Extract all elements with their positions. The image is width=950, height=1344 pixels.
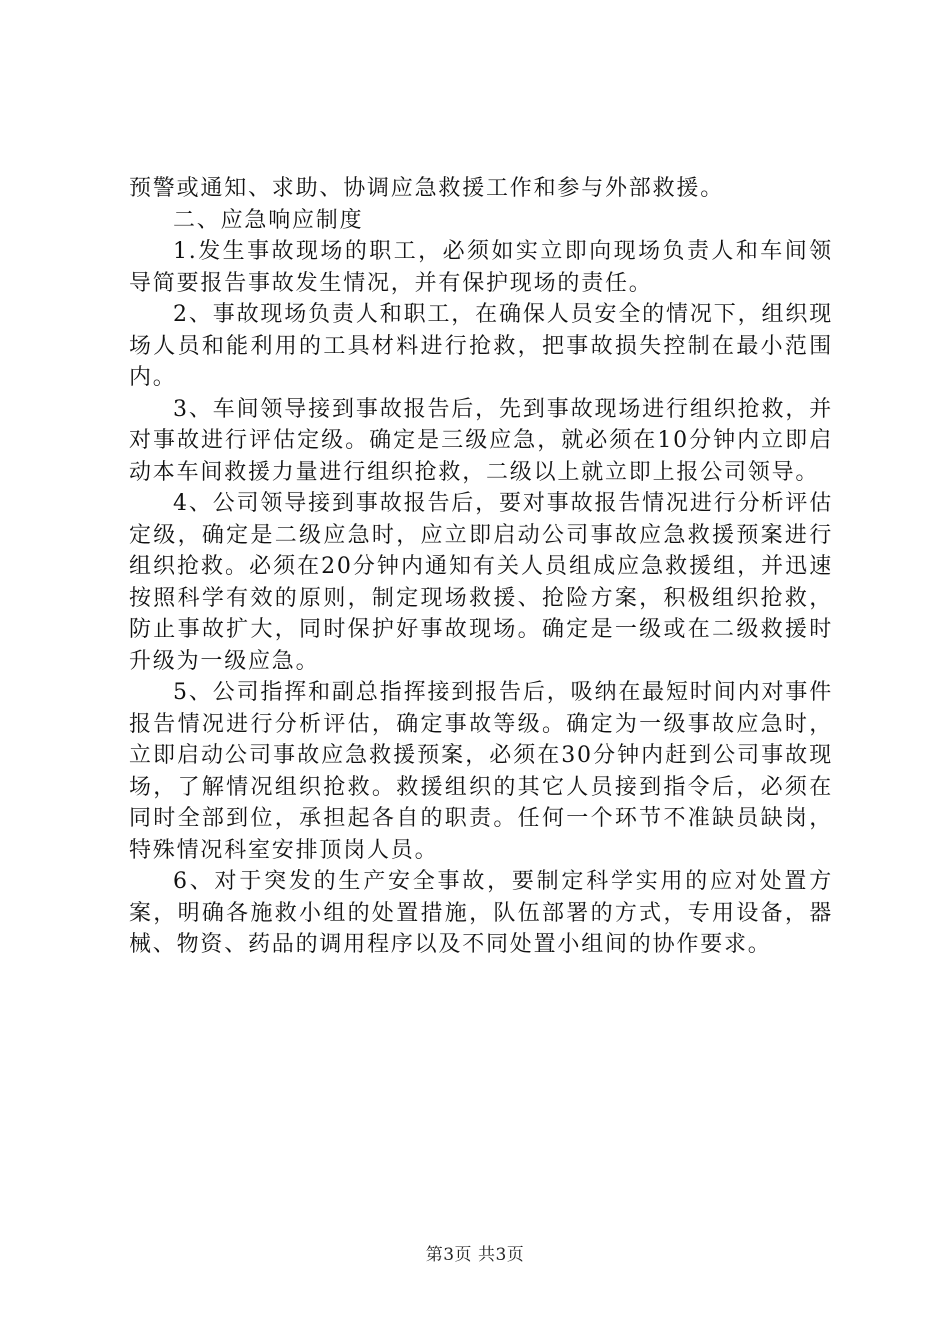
page-footer: 第3页 共3页 bbox=[425, 1245, 525, 1265]
paragraph-item-4: 4、公司领导接到事故报告后，要对事故报告情况进行分析评估定级，确定是二级应急时，应立即启动公司事故应急救援预案进行组织抢救。必须在20分钟内通知有关人员组成应急救援组，并迅速按照科学有效的原则，制定现场救援、抢险方案，积极组织抢救，防止事故扩大，同时保护好事故现场。确定是一级或在二级救援时升级为一级应急。 bbox=[129, 491, 833, 674]
document-body bbox=[129, 173, 833, 961]
paragraph-item-3: 3、车间领导接到事故报告后，先到事故现场进行组织抢救，并对事故进行评估定级。确定是三级应急，就必须在10分钟内立即启动本车间救援力量进行组织抢救，二级以上就立即上报公司领导。 bbox=[129, 396, 833, 485]
paragraph-continuation: 预警或通知、求助、协调应急救援工作和参与外部救援。 bbox=[129, 176, 725, 201]
paragraph-item-5: 5、公司指挥和副总指挥接到报告后，吸纳在最短时间内对事件报告情况进行分析评估，确定事故等级。确定为一级事故应急时，立即启动公司事故应急救援预案，必须在30分钟内赶到公司事故现场，了解情况组织抢救。救援组织的其它人员接到指令后，必须在同时全部到位，承担起各自的职责。任何一个环节不准缺员缺岗，特殊情况科室安排顶岗人员。 bbox=[129, 680, 833, 863]
section-heading: 二、应急响应制度 bbox=[173, 207, 364, 233]
paragraph-item-2: 2、事故现场负责人和职工，在确保人员安全的情况下，组织现场人员和能利用的工具材料进行抢救，把事故损失控制在最小范围内。 bbox=[129, 302, 833, 390]
paragraph-item-6: 6、对于突发的生产安全事故，要制定科学实用的应对处置方案，明确各施救小组的处置措施，队伍部署的方式，专用设备，器械、物资、药品的调用程序以及不同处置小组间的协作要求。 bbox=[129, 869, 833, 957]
paragraph-item-1: 1.发生事故现场的职工，必须如实立即向现场负责人和车间领导简要报告事故发生情况，并有保护现场的责任。 bbox=[129, 239, 833, 296]
